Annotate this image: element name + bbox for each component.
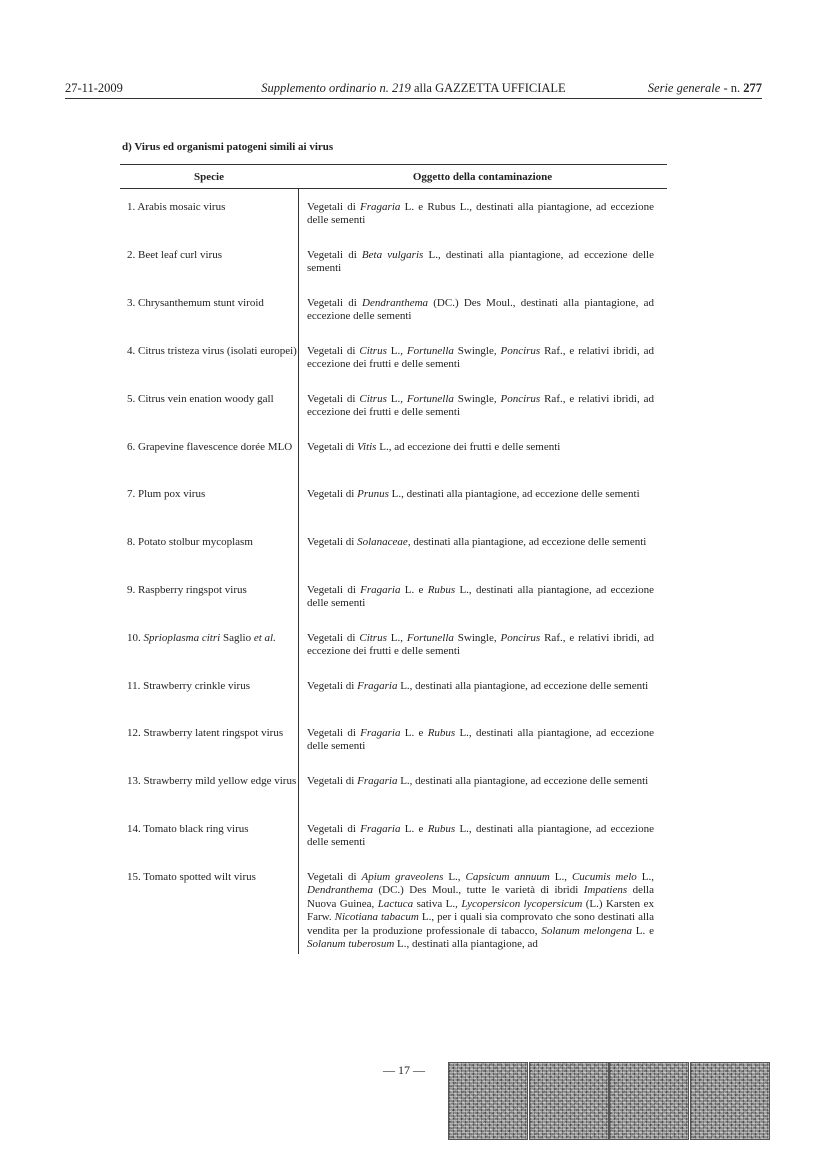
text-run: Raf., e relativi ibridi, ad eccezione dei frutti e delle sementi (307, 345, 654, 371)
italic-text: Vitis (357, 441, 377, 453)
security-pattern-block (529, 1062, 609, 1140)
italic-text: Sprioplasma citri (143, 632, 221, 644)
text-run: Saglio (220, 632, 254, 644)
contamination-object-cell (307, 441, 654, 454)
text-run: L., (386, 345, 407, 357)
italic-text: Rubus (427, 727, 456, 739)
text-run: Swingle, (453, 345, 501, 357)
text-run: L., destinati alla piantagione, ad (394, 938, 538, 951)
species-cell (127, 488, 308, 501)
species-cell (127, 345, 308, 358)
text-run: Vegetali di (307, 441, 358, 453)
contamination-object-cell (307, 775, 654, 788)
italic-text: Citrus (359, 393, 387, 405)
contamination-object-cell (307, 536, 654, 549)
text-run: (DC.) Des Moul., destinati alla piantagione, ad eccezione delle sementi (307, 297, 654, 323)
header-supplement: Supplemento ordinario n. 219 (261, 81, 411, 95)
text-run: 2. Beet leaf curl virus (127, 249, 222, 261)
text-run: Vegetali di (307, 297, 363, 309)
text-run: 3. Chrysanthemum stunt viroid (127, 297, 264, 309)
text-run: Vegetali di (307, 249, 362, 261)
text-run: della Nuova Guinea, (307, 884, 654, 910)
text-run: Vegetali di (307, 727, 361, 739)
italic-text: Impatiens (583, 884, 628, 897)
security-pattern-block (448, 1062, 528, 1140)
text-run: L., (443, 871, 466, 883)
italic-text: Dendranthema (362, 297, 429, 309)
italic-text: Lycopersicon lycopersicum (461, 897, 583, 910)
species-cell (127, 584, 308, 597)
text-run: L. e (400, 727, 428, 739)
text-run: Vegetali di (307, 823, 361, 835)
text-run: L. e (400, 584, 428, 596)
contamination-object-cell (307, 249, 654, 276)
page-number: — 17 — (383, 1063, 425, 1077)
text-run: L., (386, 632, 407, 644)
header-issue-number: 277 (743, 81, 762, 95)
text-run: Vegetali di (307, 775, 358, 787)
contamination-object-cell (307, 201, 654, 228)
italic-text: Rubus (427, 823, 456, 835)
text-run: L., (549, 871, 572, 883)
contamination-object-cell (307, 632, 654, 659)
italic-text: Fragaria (360, 201, 401, 213)
italic-text: Fragaria (357, 775, 398, 787)
text-run: Raf., e relativi ibridi, ad eccezione dei frutti e delle sementi (307, 393, 654, 419)
text-run: L., destinati alla piantagione, ad eccezione delle sementi (307, 584, 654, 610)
contamination-object-cell (307, 584, 654, 611)
text-run: Vegetali di (307, 632, 360, 644)
text-run: (DC.) Des Moul., tutte le varietà di ibridi (373, 884, 584, 897)
species-cell (127, 632, 308, 645)
text-run: 7. Plum pox virus (127, 488, 206, 500)
text-run: Vegetali di (307, 536, 358, 548)
italic-text: Solanaceae (357, 536, 408, 548)
text-run: Vegetali di (307, 584, 361, 596)
italic-text: Fortunella (406, 632, 454, 644)
text-run: Vegetali di (307, 871, 362, 883)
text-run: L. e (400, 823, 428, 835)
header-date: 27-11-2009 (65, 81, 123, 95)
italic-text: Nicotiana tabacum (334, 911, 419, 924)
contamination-object-cell (307, 823, 654, 850)
italic-text: Citrus (359, 345, 387, 357)
text-run: (L.) Karsten ex Farw. (307, 897, 654, 924)
italic-text: Prunus (357, 488, 389, 500)
species-cell (127, 775, 308, 788)
text-run: L. e Rubus L., destinati alla piantagione, ad eccezione delle sementi (307, 201, 654, 227)
italic-text: Fortunella (406, 345, 454, 357)
italic-text: Fortunella (406, 393, 454, 405)
italic-text: Cucumis melo (571, 871, 637, 883)
security-pattern-block (690, 1062, 770, 1140)
text-run: 6. Grapevine flavescence dorée MLO (127, 441, 293, 453)
italic-text: Capsicum annuum (465, 871, 550, 883)
text-run: Vegetali di (307, 345, 360, 357)
text-run: 9. Raspberry ringspot virus (127, 584, 247, 596)
species-cell (127, 823, 308, 836)
text-run: 13. Strawberry mild yellow edge virus (127, 775, 297, 787)
text-run: Swingle, (453, 632, 501, 644)
text-run: 11. Strawberry crinkle virus (127, 680, 251, 692)
text-run: 12. Strawberry latent ringspot virus (127, 727, 284, 739)
italic-text: Poncirus (500, 393, 541, 405)
text-run: Vegetali di (307, 680, 358, 692)
text-run: 15. Tomato spotted wilt virus (127, 871, 256, 883)
contamination-object-cell (307, 345, 654, 372)
contamination-object-cell (307, 297, 654, 324)
text-run: L., destinati alla piantagione, ad eccezione delle sementi (397, 680, 649, 692)
text-run: L., destinati alla piantagione, ad eccezione delle sementi (397, 775, 649, 787)
section-title: d) Virus ed organismi patogeni simili ai virus (122, 141, 334, 153)
contamination-object-cell (307, 727, 654, 754)
italic-text: et al. (253, 632, 276, 644)
text-run: Swingle, (453, 393, 501, 405)
table-header-rule (120, 188, 667, 189)
italic-text: Solanum tuberosum (307, 938, 395, 951)
species-cell (127, 297, 308, 310)
italic-text: Poncirus (500, 632, 541, 644)
species-cell (127, 871, 308, 884)
italic-text: Apium graveolens (361, 871, 444, 883)
text-run: L., ad eccezione dei frutti e delle sementi (376, 441, 561, 453)
text-run: 8. Potato stolbur mycoplasm (127, 536, 253, 548)
italic-text: Citrus (359, 632, 387, 644)
text-run: 1. Arabis mosaic virus (127, 201, 226, 213)
text-run: Vegetali di (307, 201, 361, 213)
text-run: 10. (127, 632, 144, 644)
species-cell (127, 201, 308, 214)
page-header (65, 80, 762, 96)
text-run: 4. Citrus tristeza virus (isolati europei) (127, 345, 297, 357)
text-run: L., per i quali sia comprovato che sono destinati alla vendita per la produzione professionale di tabacco, (307, 911, 654, 937)
italic-text: Fragaria (357, 680, 398, 692)
text-run: Vegetali di (307, 488, 358, 500)
contamination-object-cell (307, 393, 654, 420)
header-rule (65, 98, 762, 99)
contamination-object-cell (307, 871, 654, 951)
security-pattern-block (609, 1062, 689, 1140)
italic-text: Fragaria (360, 823, 401, 835)
italic-text: Fragaria (360, 584, 401, 596)
column-header-object: Oggetto della contaminazione (412, 171, 553, 183)
text-run: L., destinati alla piantagione, ad eccezione delle sementi (388, 488, 640, 500)
text-run: L., (636, 871, 654, 883)
header-series (648, 80, 762, 96)
contamination-object-cell (307, 488, 654, 501)
contamination-object-cell (307, 680, 654, 693)
header-gazette: alla GAZZETTA UFFICIALE (410, 81, 566, 95)
italic-text: Dendranthema (307, 884, 373, 897)
italic-text: Fragaria (360, 727, 401, 739)
italic-text: Poncirus (500, 345, 541, 357)
species-cell (127, 441, 308, 454)
table-top-rule (120, 164, 667, 165)
text-run: L., (386, 393, 407, 405)
species-cell (127, 536, 308, 549)
italic-text: Solanum melongena (541, 924, 632, 937)
column-header-species: Specie (194, 171, 224, 183)
italic-text: Beta vulgaris (361, 249, 424, 261)
text-run: 14. Tomato black ring virus (127, 823, 249, 835)
text-run: L., destinati alla piantagione, ad eccezione delle sementi (307, 249, 654, 275)
text-run: L., destinati alla piantagione, ad eccezione delle sementi (307, 727, 654, 753)
text-run: L. e (631, 924, 655, 937)
species-cell (127, 680, 308, 693)
text-run: Vegetali di (307, 393, 360, 405)
text-run: 5. Citrus vein enation woody gall (127, 393, 274, 405)
species-cell (127, 249, 308, 262)
species-cell (127, 393, 308, 406)
text-run: sativa L., (413, 897, 462, 910)
header-series-label: Serie generale (647, 81, 721, 95)
text-run: Raf., e relativi ibridi, ad eccezione dei frutti e delle sementi (307, 632, 654, 658)
italic-text: Rubus (427, 584, 456, 596)
text-run: , destinati alla piantagione, ad eccezione delle sementi (407, 536, 647, 548)
italic-text: Lactuca (377, 897, 414, 910)
header-series-sep: - n. (720, 81, 744, 95)
species-cell (127, 727, 308, 740)
text-run: L., destinati alla piantagione, ad eccezione delle sementi (307, 823, 654, 849)
